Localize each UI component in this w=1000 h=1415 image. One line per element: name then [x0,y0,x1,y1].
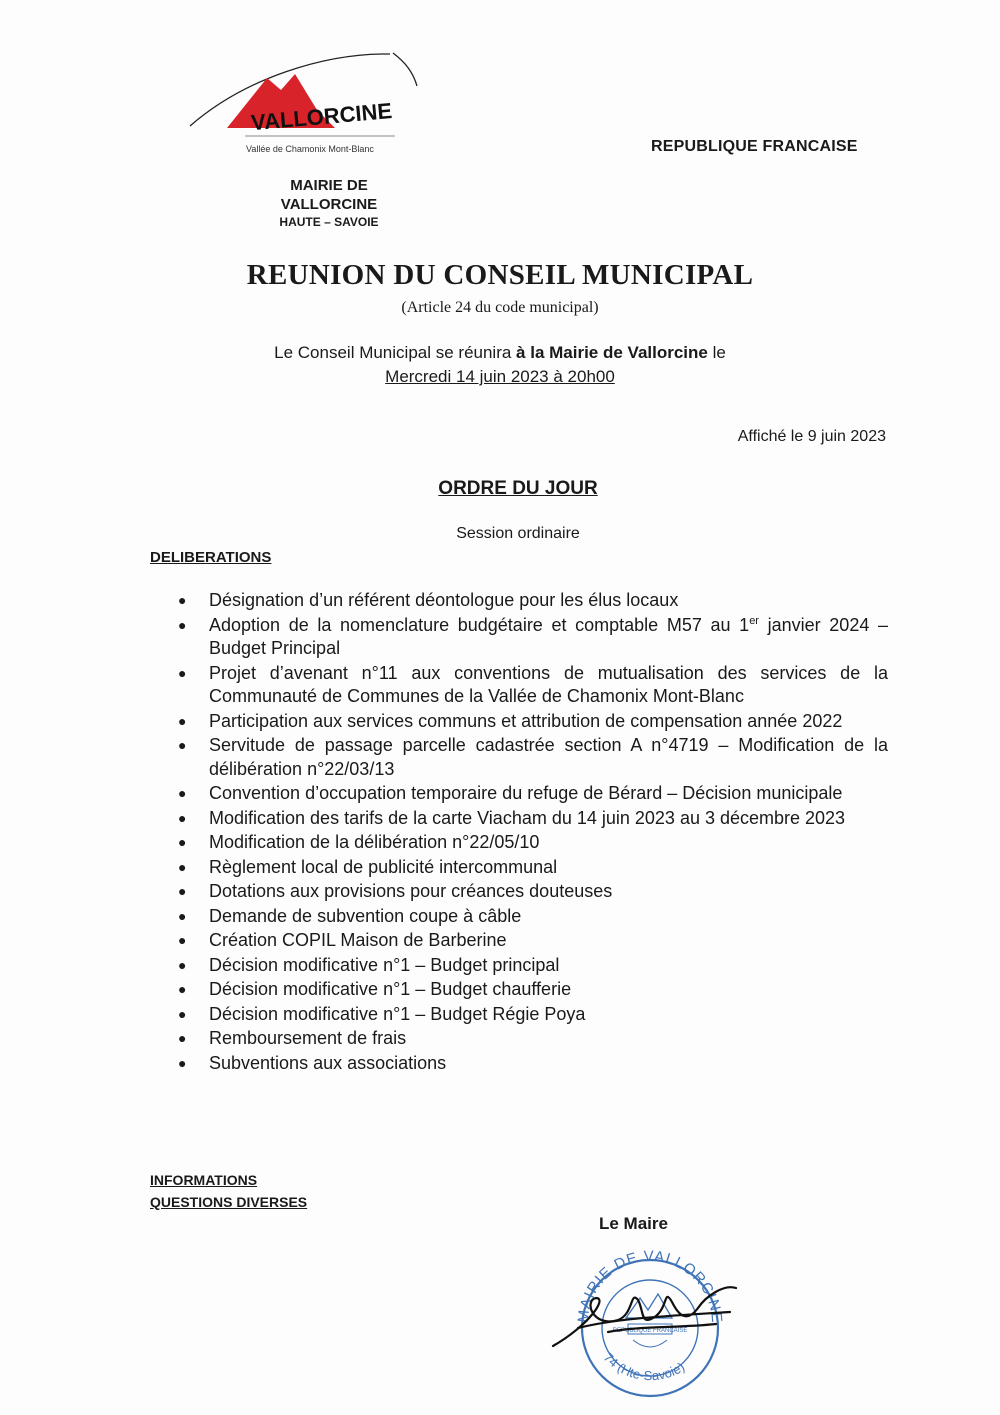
bullet-icon: ● [178,737,187,753]
agenda-item: ● Projet d’avenant n°11 aux conventions de mutualisation des services de la Communauté de Communes de la Vallée de Chamonix Mont-Blanc [178,662,888,706]
signature-title: Le Maire [599,1214,668,1233]
agenda-item: ● Dotations aux provisions pour créances douteuses [178,880,888,904]
meeting-date: Mercredi 14 juin 2023 à 20h00 [385,367,615,386]
intro-text: Le Conseil Municipal se réunira [274,343,517,362]
bullet-icon: ● [178,785,187,801]
agenda-item: ● Servitude de passage parcelle cadastrée section A n°4719 – Modification de la délibération n°22/03/13 [178,735,888,779]
page-subtitle: (Article 24 du code municipal) [401,299,599,316]
agenda-item: ● Décision modificative n°1 – Budget Régie Poya [178,1003,888,1027]
bullet-icon: ● [178,616,187,633]
logo-tagline: Vallée de Chamonix Mont-Blanc [246,144,374,154]
mairie-stamp [548,1228,748,1398]
meeting-announcement [0,341,1000,389]
session-type: Session ordinaire [456,525,580,542]
mairie-line-2: VALLORCINE [280,196,378,213]
agenda-item: ● Décision modificative n°1 – Budget chaufferie [178,978,888,1002]
posted-date: Affiché le 9 juin 2023 [737,428,886,445]
bullet-icon: ● [178,932,187,948]
agenda-item: ● Adoption de la nomenclature budgétaire et comptable M57 au 1er janvier 2024 – Budget Principal [178,614,888,658]
bullet-icon: ● [178,883,187,899]
svg-text:MAIRIE DE VALLORCINE [575,1248,725,1324]
questions-heading: QUESTIONS DIVERSES [150,1194,308,1210]
deliberations-heading: DELIBERATIONS [150,549,272,566]
agenda-item: ● Remboursement de frais [178,1027,888,1051]
svg-text:74 (Hte-Savoie) [601,1350,688,1384]
bullet-icon: ● [178,1005,187,1022]
republic-heading: REPUBLIQUE FRANCAISE [651,138,858,155]
intro-location: à la Mairie de Vallorcine [516,343,708,362]
mairie-line-1: MAIRIE DE [290,177,368,194]
bullet-icon: ● [178,1030,187,1046]
bullet-icon: ● [178,592,187,608]
stamp-band-text: REPUBLIQUE FRANCAISE [612,1328,688,1334]
bullet-icon: ● [178,809,187,826]
mairie-line-3: HAUTE – SAVOIE [279,215,379,229]
bullet-icon: ● [178,834,187,850]
agenda-item: ● Création COPIL Maison de Barberine [178,929,888,953]
bullet-icon: ● [178,981,187,997]
agenda-title: ORDRE DU JOUR [438,478,598,499]
agenda-item: ● Subventions aux associations [178,1052,888,1076]
bullet-icon: ● [178,956,187,973]
agenda-item: ● Participation aux services communs et attribution de compensation année 2022 [178,710,888,734]
bullet-icon: ● [178,907,187,924]
mairie-block [255,176,403,231]
stamp-bottom-text: 74 (Hte-Savoie) [600,1349,688,1384]
intro-suffix: le [707,343,726,362]
stamp-ring-text: MAIRIE DE VALLORCINE [574,1247,726,1324]
agenda-item: ● Modification des tarifs de la carte Viacham du 14 juin 2023 au 3 décembre 2023 [178,807,888,831]
logo-text: VALLORCINE [250,98,394,136]
informations-heading: INFORMATIONS [150,1172,258,1188]
agenda-item: ● Règlement local de publicité intercommunal [178,856,888,880]
agenda-list [178,589,888,1076]
page-title: REUNION DU CONSEIL MUNICIPAL [246,259,754,291]
agenda-item: ● Demande de subvention coupe à câble [178,905,888,929]
agenda-item: ● Convention d’occupation temporaire du refuge de Bérard – Décision municipale [178,782,888,806]
agenda-item: ● Décision modificative n°1 – Budget principal [178,954,888,978]
agenda-item: ● Modification de la délibération n°22/05/10 [178,831,888,855]
agenda-item: ● Désignation d’un référent déontologue pour les élus locaux [178,589,888,613]
bullet-icon: ● [178,1054,187,1071]
bullet-icon: ● [178,712,187,729]
bullet-icon: ● [178,664,187,681]
bullet-icon: ● [178,858,187,875]
